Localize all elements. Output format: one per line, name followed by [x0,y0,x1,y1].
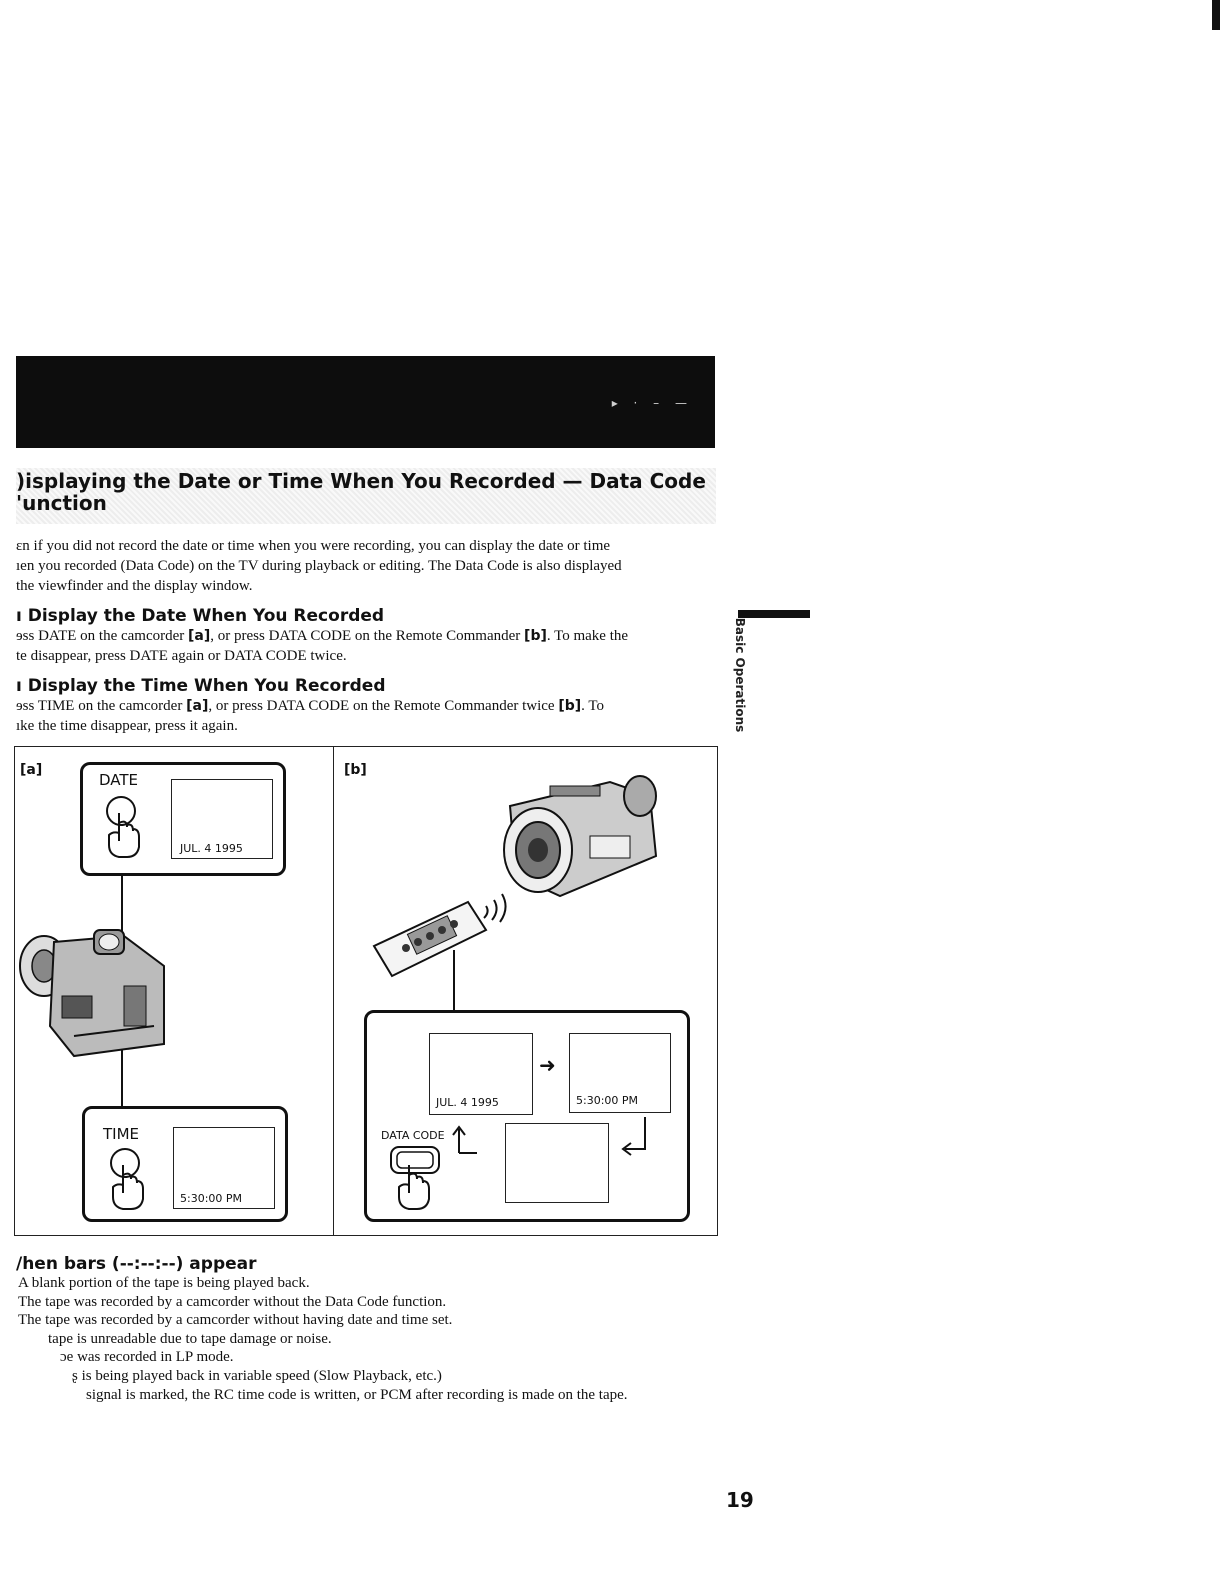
arrow-right-icon: ➜ [539,1053,556,1077]
time-heading: ı Display the Time When You Recorded [16,676,386,696]
bars-item: The tape was recorded by a camcorder without having date and time set. [18,1312,453,1329]
side-tab-label: Basic Operations [733,617,747,733]
b-date-display-text: JUL. 4 1995 [436,1096,499,1109]
time-section [16,676,716,736]
intro-line: the viewfinder and the display window. [16,578,253,594]
date-display-text: JUL. 4 1995 [180,842,243,855]
page-number: 19 [726,1488,754,1512]
bars-item: signal is marked, the RC time code is written, or PCM after recording is made on the tape. [86,1386,628,1403]
bars-heading: /hen bars (--:--:--) appear [16,1254,257,1274]
time-instruction-line1 [16,696,716,716]
b-time-display-screen [569,1033,671,1113]
date-heading: ı Display the Date When You Recorded [16,606,385,626]
section-header-bar [16,356,715,448]
text-part: . To make the [546,628,629,644]
bars-list [18,1274,738,1404]
text-part: ɘss TIME on the camcorder [16,698,187,714]
header-bar-marks: ▸ · – — [611,396,693,410]
section-title [16,470,716,514]
ref-a: [a] [188,628,211,644]
section-title-line1: )isplaying the Date or Time When You Recorded — Data Code [16,469,706,493]
time-display-screen [173,1127,275,1209]
time-button-label: TIME [103,1125,140,1143]
text-part: . To [581,698,605,714]
date-instruction-line2: te disappear, press DATE again or DATA CODE twice. [16,648,347,664]
bars-item: The tape was recorded by a camcorder without the Data Code function. [18,1293,447,1310]
press-button-hand-icon [103,1145,155,1213]
text-part: ɘss DATE on the camcorder [16,628,189,644]
b-date-display-screen [429,1033,533,1115]
ref-b: [b] [524,628,547,644]
date-section [16,606,716,666]
edge-mark [1212,0,1220,30]
ref-b: [b] [558,698,582,714]
figure-label-b: [b] [344,762,367,778]
text-part: , or press DATA CODE on the Remote Commander twice [208,698,559,714]
date-instruction-line1 [16,626,716,646]
time-button-box [82,1106,288,1222]
time-instruction-line2: ıke the time disappear, press it again. [16,718,238,734]
side-tab-marker [738,610,810,618]
arrow-up-return-icon [451,1123,481,1157]
intro-line: ıen you recorded (Data Code) on the TV during playback or editing. The Data Code is also displayed [16,558,622,574]
text-part: , or press DATA CODE on the Remote Commander [210,628,525,644]
time-display-text: 5:30:00 PM [180,1192,243,1205]
figure-label-a: [a] [20,762,43,778]
intro-paragraph [16,536,716,596]
intro-line: ɛn if you did not record the date or time when you were recording, you can display the date or time [16,538,611,554]
data-code-button-hand-icon [387,1143,445,1213]
b-blank-display-screen [505,1123,609,1203]
b-time-display-text: 5:30:00 PM [576,1094,639,1107]
data-code-sequence-box [364,1010,690,1222]
bars-item: ɔe was recorded in LP mode. [60,1349,234,1366]
bars-item: A blank portion of the tape is being played back. [18,1275,310,1291]
camcorder-side-icon [14,926,174,1066]
bars-item: ʂ is being played back in variable speed (Slow Playback, etc.) [72,1367,442,1384]
data-code-label: DATA CODE [381,1129,445,1142]
ref-a: [a] [186,698,209,714]
date-button-label: DATE [99,771,139,789]
bars-item: tape is unreadable due to tape damage or noise. [48,1330,332,1347]
section-title-line2: 'unction [16,491,107,515]
arrow-return-left-icon [619,1113,653,1157]
